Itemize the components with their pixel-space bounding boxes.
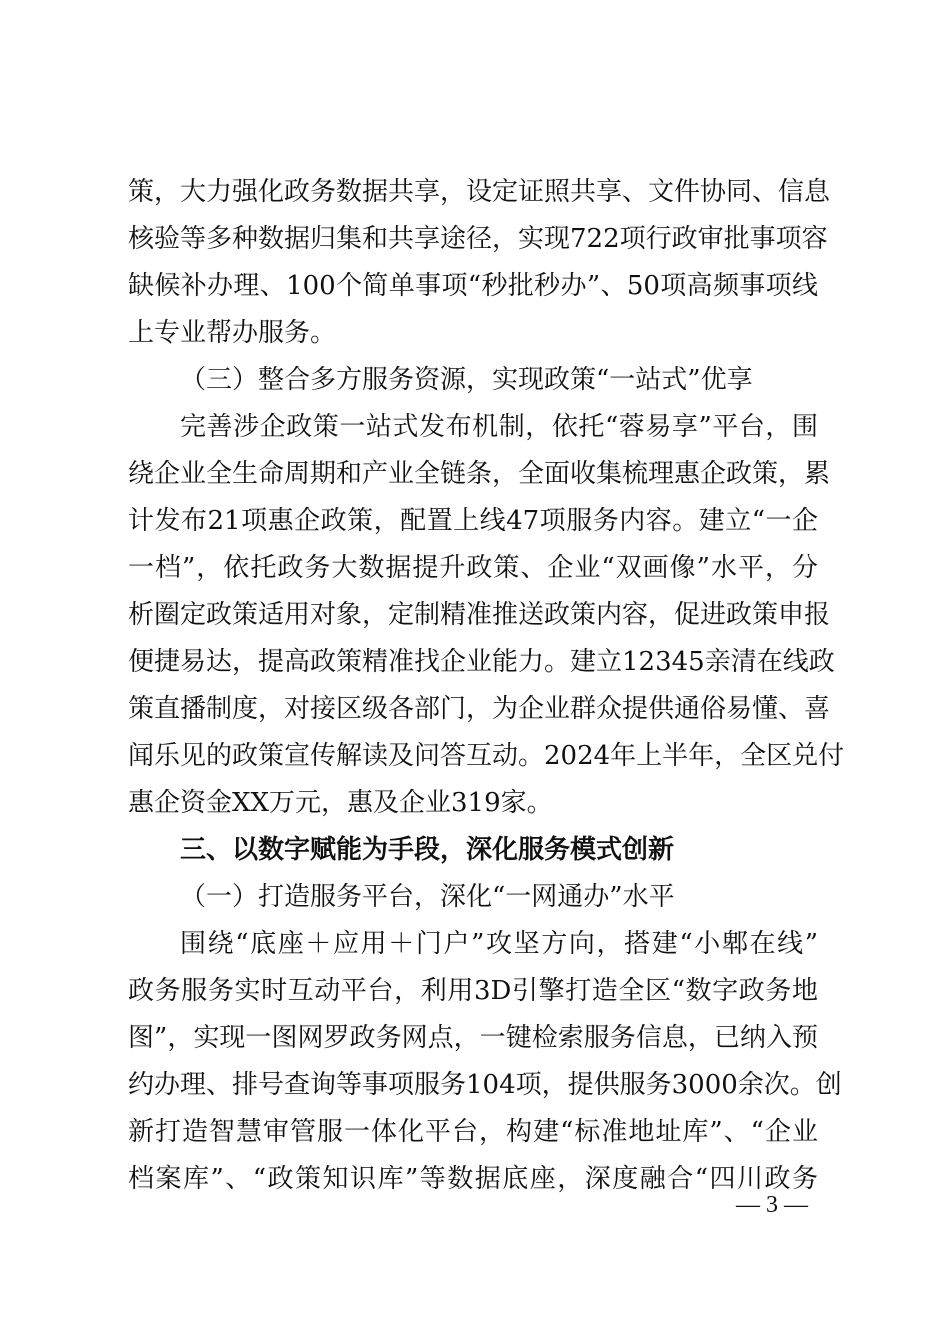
body-text-line: 约办理、排号查询等事项服务104项，提供服务3000余次。创: [128, 1070, 842, 1100]
section-heading: 三、以数字赋能为手段，深化服务模式创新: [180, 835, 675, 865]
body-text-line: 核验等多种数据归集和共享途径，实现722项行政审批事项容: [128, 224, 828, 254]
subsection-heading: （三）整合多方服务资源，实现政策“一站式”优享: [180, 365, 753, 395]
body-text-line: 惠企资金XX万元，惠及企业319家。: [128, 788, 553, 818]
body-text-line: 新打造智慧审管服一体化平台，构建“标准地址库”、“企业: [128, 1117, 818, 1147]
page-number: — 3 —: [736, 1192, 808, 1218]
body-text-line: 绕企业全生命周期和产业全链条，全面收集梳理惠企政策，累: [128, 459, 831, 489]
body-text-line: 一档”，依托政务大数据提升政策、企业“双画像”水平，分: [128, 553, 818, 583]
body-text-line: 策，大力强化政务数据共享，设定证照共享、文件协同、信息: [128, 177, 831, 207]
body-text-line: 档案库”、“政策知识库”等数据底座，深度融合“四川政务: [128, 1164, 818, 1194]
body-text-line: 围绕“底座＋应用＋门户”攻坚方向，搭建“小郫在线”: [180, 929, 818, 959]
subsection-heading: （一）打造服务平台，深化“一网通办”水平: [180, 882, 675, 912]
body-text-line: 策直播制度，对接区级各部门，为企业群众提供通俗易懂、喜: [128, 694, 831, 724]
body-text-line: 计发布21项惠企政策，配置上线47项服务内容。建立“一企: [128, 506, 818, 536]
body-text-line: 上专业帮办服务。: [128, 318, 337, 348]
body-text-line: 政务服务实时互动平台，利用3D引擎打造全区“数字政务地: [128, 976, 818, 1006]
body-text-line: 析圈定政策适用对象，定制精准推送政策内容，促进政策申报: [128, 600, 831, 630]
body-text-line: 缺候补办理、100个简单事项“秒批秒办”、50项高频事项线: [128, 271, 818, 301]
body-text-line: 闻乐见的政策宣传解读及问答互动。2024年上半年，全区兑付: [128, 741, 845, 771]
body-text-line: 便捷易达，提高政策精准找企业能力。建立12345亲清在线政: [128, 647, 835, 677]
body-text-line: 完善涉企政策一站式发布机制，依托“蓉易享”平台，围: [180, 412, 818, 442]
body-text-line: 图”，实现一图网罗政务网点，一键检索服务信息，已纳入预: [128, 1023, 818, 1053]
